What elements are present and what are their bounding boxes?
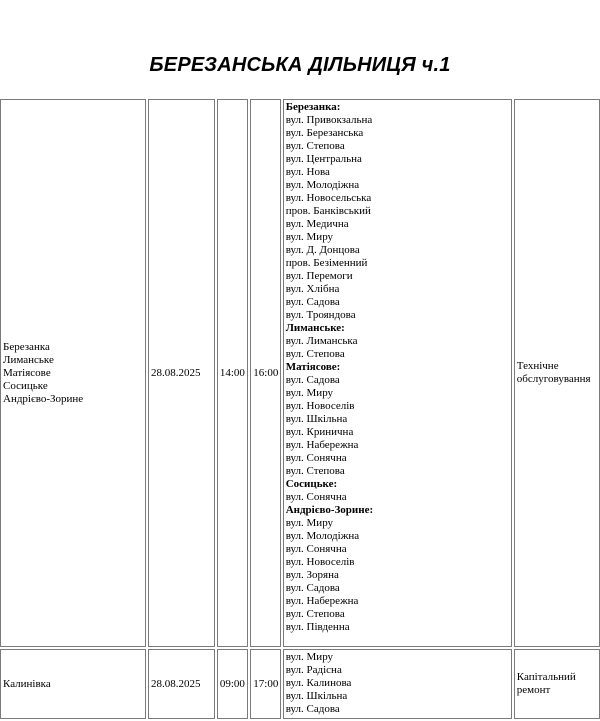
time-from-cell: 09:00: [217, 649, 248, 719]
street-name: вул. Новоселів: [285, 556, 355, 568]
time-to-cell: 17:00: [250, 649, 280, 719]
settlements-cell: [0, 99, 146, 647]
street-name: вул. Садова: [285, 296, 340, 308]
street-name: вул. Набережна: [285, 439, 359, 451]
settlement-heading: Сосицьке:: [285, 478, 338, 490]
work-type-cell: [514, 99, 600, 647]
street-name: вул. Кринична: [285, 426, 354, 438]
street-name: вул. Медична: [285, 218, 349, 230]
streets-cell: [283, 649, 512, 719]
street-name: вул. Степова: [285, 465, 345, 477]
street-name: вул. Молодіжна: [285, 530, 360, 542]
street-name: вул. Лиманська: [285, 335, 358, 347]
street-name: вул. Шкільна: [285, 413, 348, 425]
settlement-heading: Березанка:: [285, 101, 341, 113]
street-name: вул. Калинова: [285, 677, 352, 689]
street-name: вул. Південна: [285, 621, 350, 633]
street-name: вул. Сонячна: [285, 543, 347, 555]
settlement-name: Калинівка: [3, 677, 51, 690]
settlement-name: Сосицьке: [3, 379, 48, 392]
street-name: вул. Хлібна: [285, 283, 340, 295]
date-cell: 28.08.2025: [148, 99, 215, 647]
settlement-heading: Андрієво-Зорине:: [285, 504, 374, 516]
street-name: вул. Степова: [285, 140, 345, 152]
street-name: вул. Молодіжна: [285, 179, 360, 191]
work-type-cell: [514, 649, 600, 719]
street-name: вул. Новоселів: [285, 400, 355, 412]
time-from-cell: 14:00: [217, 99, 248, 647]
settlement-name: Лиманське: [3, 353, 54, 366]
street-name: пров. Банківський: [285, 205, 371, 217]
work-type-text: ремонт: [516, 684, 551, 696]
street-name: вул. Миру: [285, 231, 334, 243]
street-name: вул. Нова: [285, 166, 330, 178]
settlement-heading: Матіясове:: [285, 361, 341, 373]
work-type-text: Технічне: [516, 360, 559, 372]
streets-cell: [283, 99, 512, 647]
street-name: вул. Миру: [285, 387, 334, 399]
page-title: БЕРЕЗАНСЬКА ДІЛЬНИЦЯ ч.1: [149, 54, 451, 76]
street-name: вул. Трояндова: [285, 309, 356, 321]
street-name: вул. Радісна: [285, 664, 342, 676]
street-name: вул. Сонячна: [285, 452, 347, 464]
street-name: вул. Центральна: [285, 153, 362, 165]
street-name: вул. Привокзальна: [285, 114, 373, 126]
street-name: вул. Миру: [285, 651, 334, 663]
street-name: пров. Безіменний: [285, 257, 368, 269]
settlement-name: Березанка: [3, 340, 50, 353]
work-type-text: Капітальний: [516, 671, 576, 683]
street-name: вул. Садова: [285, 582, 340, 594]
time-to-cell: 16:00: [250, 99, 280, 647]
settlement-name: Матіясове: [3, 366, 51, 379]
street-name: вул. Степова: [285, 348, 345, 360]
street-name: вул. Д. Донцова: [285, 244, 360, 256]
street-name: вул. Зоряна: [285, 569, 339, 581]
street-name: вул. Степова: [285, 608, 345, 620]
outage-schedule-table: [0, 97, 600, 721]
street-name: вул. Садова: [285, 703, 340, 715]
date-cell: 28.08.2025: [148, 649, 215, 719]
street-name: вул. Шкільна: [285, 690, 348, 702]
street-name: вул. Миру: [285, 517, 334, 529]
settlements-cell: [0, 649, 146, 719]
table-row: [0, 99, 600, 647]
street-name: вул. Новосельська: [285, 192, 372, 204]
settlement-name: Андрієво-Зорине: [3, 392, 84, 405]
work-type-text: обслуговування: [516, 373, 591, 385]
street-name: вул. Березанська: [285, 127, 364, 139]
settlement-heading: Лиманське:: [285, 322, 345, 334]
street-name: вул. Сонячна: [285, 491, 347, 503]
street-name: вул. Набережна: [285, 595, 359, 607]
street-name: вул. Перемоги: [285, 270, 353, 282]
table-row: [0, 649, 600, 719]
street-name: вул. Садова: [285, 374, 340, 386]
